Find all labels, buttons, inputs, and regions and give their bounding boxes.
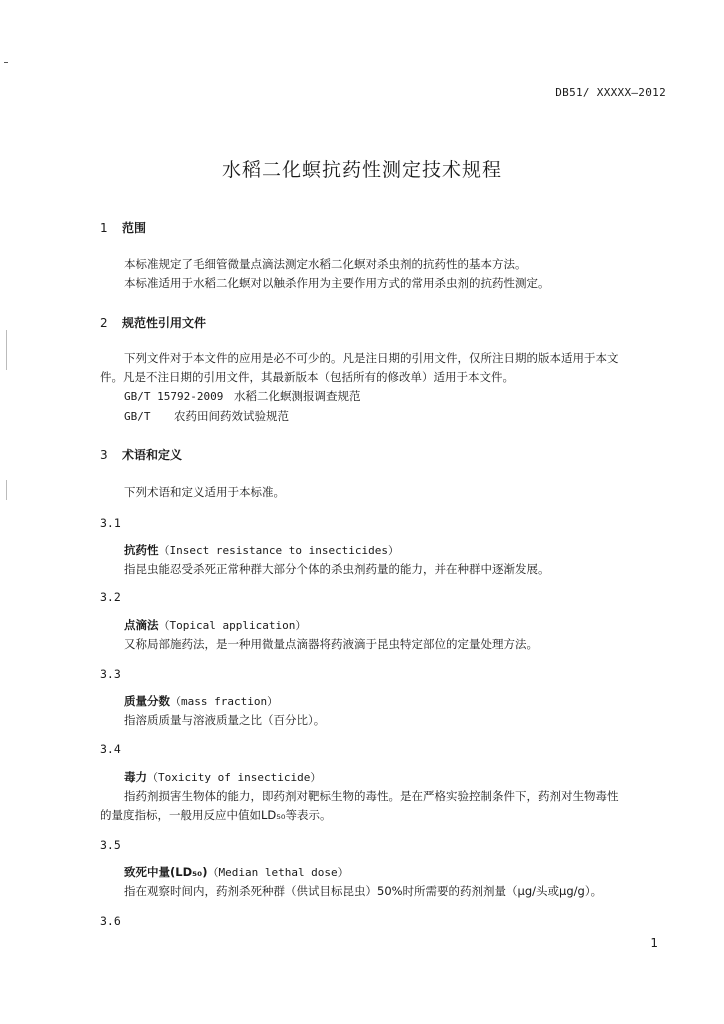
- reference-item: [124, 388, 361, 404]
- term-definition: 指在观察时间内，药剂杀死种群（供试目标昆虫）50%时所需要的药剂剂量（μg/头或μg/g）。: [124, 884, 603, 898]
- term-heading: [124, 693, 278, 709]
- reference-code: GB/T: [124, 410, 151, 423]
- term-name: 毒力: [124, 770, 147, 784]
- term-name: 致死中量(LD₅₀): [124, 865, 208, 879]
- term-name: 质量分数: [124, 694, 170, 708]
- term-definition: 指溶质质量与溶液质量之比（百分比）。: [124, 713, 326, 727]
- subsection-number: 3.5: [100, 838, 121, 852]
- reference-title: 农药田间药效试验规范: [174, 409, 289, 423]
- section-title: 范围: [122, 221, 147, 235]
- paragraph: 下列文件对于本文件的应用是必不可少的。凡是注日期的引用文件，仅所注日期的版本适用于本文: [124, 351, 619, 365]
- section-heading: [100, 446, 182, 463]
- section-number: 1: [100, 221, 108, 235]
- section-heading: [100, 314, 206, 331]
- term-english: （mass fraction）: [170, 695, 279, 708]
- section-number: 2: [100, 316, 108, 330]
- subsection-number: 3.6: [100, 914, 121, 928]
- scan-edge-mark: [6, 330, 7, 370]
- term-english: （Toxicity of insecticide）: [147, 771, 322, 784]
- term-heading: [124, 542, 399, 558]
- reference-title: 水稻二化螟测报调查规范: [234, 389, 361, 403]
- term-heading: [124, 864, 349, 880]
- subsection-number: 3.2: [100, 590, 121, 604]
- paragraph: 本标准适用于水稻二化螟对以触杀作用为主要作用方式的常用杀虫剂的抗药性测定。: [124, 276, 550, 290]
- term-english: （Insect resistance to insecticides）: [158, 544, 400, 557]
- subsection-number: 3.3: [100, 667, 121, 681]
- scan-mark: [4, 62, 8, 63]
- subsection-number: 3.4: [100, 742, 121, 756]
- section-number: 3: [100, 448, 108, 462]
- section-title: 规范性引用文件: [122, 316, 207, 330]
- subsection-number: 3.1: [100, 516, 121, 530]
- term-definition: 指药剂损害生物体的能力，即药剂对靶标生物的毒性。是在严格实验控制条件下，药剂对生物毒性: [124, 789, 619, 803]
- paragraph: 本标准规定了毛细管微量点滴法测定水稻二化螟对杀虫剂的抗药性的基本方法。: [124, 257, 527, 271]
- section-title: 术语和定义: [122, 448, 183, 462]
- term-name: 点滴法: [124, 618, 159, 632]
- term-english: （Topical application）: [158, 619, 307, 632]
- section-heading: [100, 219, 146, 236]
- scan-edge-mark: [6, 480, 7, 500]
- paragraph: 件。凡是不注日期的引用文件，其最新版本（包括所有的修改单）适用于本文件。: [100, 370, 514, 384]
- reference-code: GB/T 15792-2009: [124, 390, 224, 403]
- term-name: 抗药性: [124, 543, 159, 557]
- term-heading: [124, 617, 306, 633]
- term-definition: 的量度指标，一般用反应中值如LD₅₀等表示。: [100, 808, 332, 822]
- page-number: 1: [650, 936, 658, 950]
- page-title: 水稻二化螟抗药性测定技术规程: [221, 159, 502, 181]
- document-code: DB51/ XXXXX—2012: [555, 86, 666, 99]
- term-definition: 又称局部施药法，是一种用微量点滴器将药液滴于昆虫特定部位的定量处理方法。: [124, 637, 538, 651]
- paragraph: 下列术语和定义适用于本标准。: [124, 485, 285, 499]
- term-definition: 指昆虫能忍受杀死正常种群大部分个体的杀虫剂药量的能力，并在种群中逐渐发展。: [124, 562, 550, 576]
- reference-item: [124, 408, 289, 424]
- term-heading: [124, 769, 321, 785]
- term-english: （Median lethal dose）: [207, 866, 349, 879]
